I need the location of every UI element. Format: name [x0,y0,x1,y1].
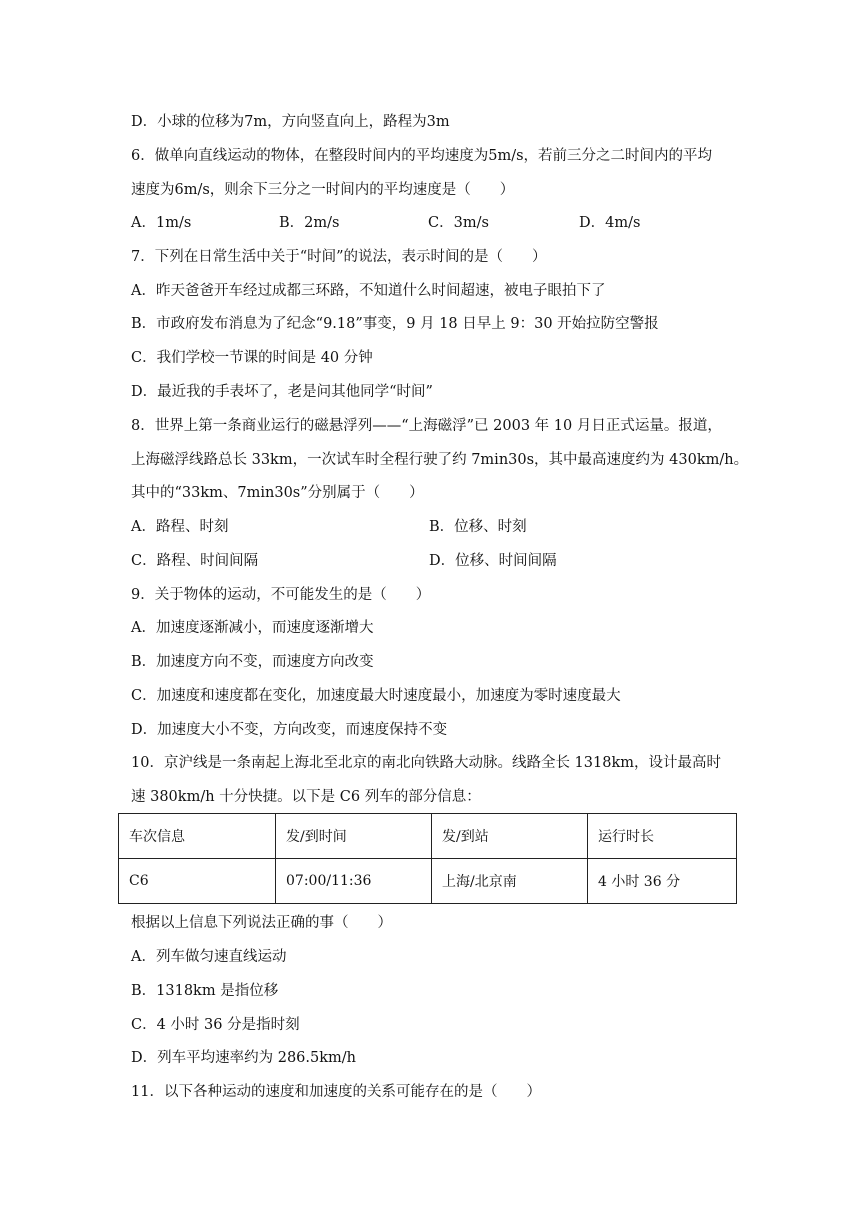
q7-stem: 7．下列在日常生活中关于“时间”的说法，表示时间的是（ ） [131,249,547,265]
table-row [119,859,737,904]
q6-option-a: A．1m/s [131,215,192,231]
q8-option-c: C．路程、时间间隔 [131,553,259,569]
q9-option-a: A．加速度逐渐减小，而速度逐渐增大 [131,620,374,636]
table-cell: 07:00/11:36 [276,859,432,904]
q8-option-b: B．位移、时刻 [429,519,527,535]
table-header-cell: 发/到站 [432,814,588,859]
q10-option-a: A．列车做匀速直线运动 [131,949,287,965]
q10-stem-line2: 速 380km/h 十分快捷。以下是 C6 列车的部分信息： [131,789,481,805]
q8-stem-line1: 8．世界上第一条商业运行的磁悬浮列——“上海磁浮”已 2003 年 10 月日正式运量。报道， [131,418,722,434]
q8-option-d: D．位移、时间间隔 [429,553,557,569]
table-header-cell: 发/到时间 [276,814,432,859]
train-info-table [118,813,737,904]
table-cell: C6 [119,859,276,904]
q8-option-a: A．路程、时刻 [131,519,229,535]
q9-option-c: C．加速度和速度都在变化，加速度最大时速度最小，加速度为零时速度最大 [131,688,621,704]
table-header-cell: 车次信息 [119,814,276,859]
q11-stem: 11．以下各种运动的速度和加速度的关系可能存在的是（ ） [131,1084,541,1100]
q8-stem-line3: 其中的“33km、7min30s”分别属于（ ） [131,485,424,501]
q6-option-c: C．3m/s [428,215,489,231]
table-header-row [119,814,737,859]
q7-option-d: D．最近我的手表坏了，老是问其他同学“时间” [131,384,433,400]
q10-stem-line1: 10．京沪线是一条南起上海北至北京的南北向铁路大动脉。线路全长 1318km，设计最高时 [131,755,721,771]
q10-option-b: B．1318km 是指位移 [131,983,279,999]
q7-option-b: B．市政府发布消息为了纪念“9.18”事变，9 月 18 日早上 9：30 开始拉防空警报 [131,316,659,332]
table-cell: 上海/北京南 [432,859,588,904]
table-cell: 4 小时 36 分 [588,859,737,904]
q5-option-d: D．小球的位移为7m，方向竖直向上，路程为3m [131,114,450,130]
q6-stem-line1: 6．做单向直线运动的物体，在整段时间内的平均速度为5m/s，若前三分之二时间内的平均 [131,148,713,164]
q6-option-d: D．4m/s [579,215,641,231]
q8-stem-line2: 上海磁浮线路总长 33km，一次试车时全程行驶了约 7min30s，其中最高速度约为 430km/h。 [131,452,749,468]
q7-option-c: C．我们学校一节课的时间是 40 分钟 [131,350,373,366]
q10-option-c: C．4 小时 36 分是指时刻 [131,1017,300,1033]
table-header-cell: 运行时长 [588,814,737,859]
q9-stem: 9．关于物体的运动，不可能发生的是（ ） [131,587,431,603]
q7-option-a: A．昨天爸爸开车经过成都三环路，不知道什么时间超速，被电子眼拍下了 [131,283,606,299]
q9-option-d: D．加速度大小不变，方向改变，而速度保持不变 [131,722,448,738]
q6-stem-line2: 速度为6m/s，则余下三分之一时间内的平均速度是（ ） [131,182,515,198]
q10-question: 根据以上信息下列说法正确的事（ ） [131,915,392,931]
q6-option-b: B．2m/s [279,215,340,231]
q10-option-d: D．列车平均速率约为 286.5km/h [131,1050,357,1066]
q9-option-b: B．加速度方向不变，而速度方向改变 [131,654,374,670]
